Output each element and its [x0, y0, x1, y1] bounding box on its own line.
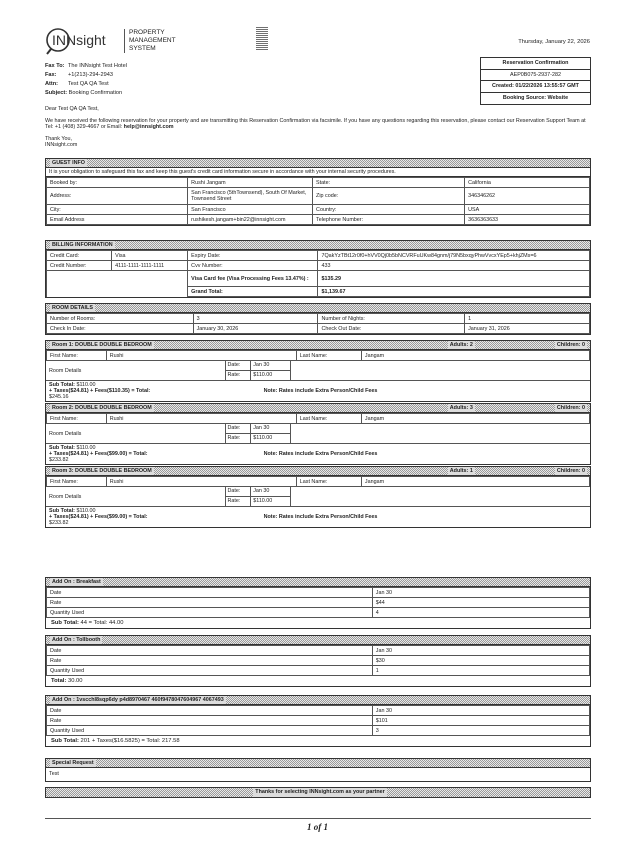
room-title: Room 3: DOUBLE DOUBLE BEDROOM [52, 468, 152, 474]
addon-date: Jan 30 [372, 706, 589, 716]
guest-info-section: GUEST INFO It is your obligation to safeguard this fax and keep this guest's credit card information secure in accordance with your internal security procedures. Booked by: Rushi Jangam State: California Address: San Francisco (5thTownsend), South Of Market, Townsend Street Zip code: 346346262 City: San Francisco Country: USA Email Address rushikesh.jangam+bin22@innsight.com Telephone Number: 3636363633 [45, 158, 591, 226]
addon-section [45, 635, 591, 687]
room-date: Jan 30 [253, 425, 270, 431]
room-first-label: First Name: [47, 351, 107, 361]
room-date: Jan 30 [253, 362, 270, 368]
room-rate-label: Rate: [226, 371, 252, 380]
addon-title: Add On : Breakfast [52, 579, 101, 585]
room-last-label: Last Name: [296, 414, 361, 424]
letter: Dear Test QA QA Test, We have received the following reservation for your property and are transmitting this Reservation Confirmation via facsimile. If you have any questions regarding this reservation, please contact our Reservation Support Team at Tel: +1 (408) 329-4667 or Email: help@innsight.com Thank You, INNsight.com [45, 106, 586, 148]
addon-total-label: Sub Total: [51, 620, 79, 626]
room-adults: Adults: 1 [449, 468, 473, 474]
room-subtotal: $110.00 [76, 508, 96, 514]
guest-info-table: Booked by: Rushi Jangam State: California Address: San Francisco (5thTownsend), South Of Market, Townsend Street Zip code: 346346262 City: San Francisco Country: USA Email Address rushikesh.jangam+bin22@innsight.com Telephone Number: 3636363633 [46, 177, 590, 225]
logo-tagline: SYSTEM [129, 45, 156, 52]
addon-rate: $30 [372, 656, 589, 666]
logo [45, 26, 176, 56]
room-details-label: Room Details [46, 361, 226, 380]
billing-section: BILLING INFORMATION Credit Card: Visa Expiry Date: 7QakYzTBt12r0f0+hVV0Qj0b5bNCVRFuUKw84gnm/j79N5bxqyPhwVvcxYEp5+khjZMs=6 Credit Number: 4111-1111-1111-1111 Cvv Number: 433 Visa Card fee (Visa Processing Fees 13.47%) : $135.29 Grand Total: $1,139.67 [45, 240, 591, 298]
room-title: Room 2: DOUBLE DOUBLE BEDROOM [52, 405, 152, 411]
addon-date: Jan 30 [372, 646, 589, 656]
addon-total: 201 + Taxes($16.5825) = Total: 217.58 [80, 738, 180, 744]
room-rate: $110.00 [253, 372, 273, 378]
addon-qty: 4 [372, 608, 589, 618]
room-total: $233.82 [49, 457, 69, 463]
room-adults: Adults: 3 [449, 405, 473, 411]
room-last: Jangam [361, 477, 589, 487]
barcode [256, 27, 268, 51]
special-request-text: Test [49, 771, 59, 777]
room-rate: $110.00 [253, 435, 273, 441]
support-email-link[interactable]: help@innsight.com [123, 124, 174, 130]
room-last-label: Last Name: [296, 351, 361, 361]
room-rate-label: Rate: [226, 434, 252, 443]
room-first-label: First Name: [47, 414, 107, 424]
room-taxes: + Taxes($24.81) + Fees($99.00) = Total: [49, 514, 148, 520]
room-adults: Adults: 2 [449, 342, 473, 348]
room-note: Note: Rates include Extra Person/Child Fees [263, 388, 378, 394]
svg-text:INNsight: INNsight [52, 32, 106, 48]
room-first: Rushi [106, 414, 296, 424]
room-children: Children: 0 [556, 405, 585, 411]
room-details-label: Room Details [46, 487, 226, 506]
addon-title: Add On : 1vscchl8sqp6dy p4d8970467 460f9478047604967 4067493 [52, 697, 224, 703]
addon-total: 44 = Total: 44.00 [80, 620, 124, 626]
addon-qty-label: Quantity Used [47, 666, 373, 676]
room-subtotal-label: Sub Total: [49, 382, 75, 388]
thanks-banner: Thanks for selecting INNsight.com as your partner [45, 787, 591, 798]
room-subtotal-label: Sub Total: [49, 508, 75, 514]
room-section [45, 403, 591, 465]
room-date-label: Date: [226, 361, 252, 370]
addon-qty: 3 [372, 726, 589, 736]
room-title: Room 1: DOUBLE DOUBLE BEDROOM [52, 342, 152, 348]
room-total: $245.16 [49, 394, 69, 400]
room-details-label: Room Details [46, 424, 226, 443]
confirmation-title: Reservation Confirmation [481, 58, 590, 70]
addon-rate-label: Rate [47, 598, 373, 608]
addon-section [45, 577, 591, 629]
booking-source: Booking Source: Website [502, 94, 569, 101]
created-date: Created: 01/22/2026 13:55:57 GMT [481, 81, 590, 93]
room-section [45, 466, 591, 528]
room-first: Rushi [106, 477, 296, 487]
confirmation-box [480, 57, 591, 105]
addon-qty-label: Quantity Used [47, 726, 373, 736]
room-first: Rushi [106, 351, 296, 361]
addon-total: 30.00 [67, 678, 83, 684]
room-rate: $110.00 [253, 498, 273, 504]
addon-total-label: Total: [51, 678, 67, 684]
room-taxes: + Taxes($24.81) + Fees($110.35) = Total: [49, 388, 151, 394]
room-children: Children: 0 [556, 342, 585, 348]
room-subtotal: $110.00 [76, 445, 96, 451]
addon-total-label: Sub Total: [51, 738, 79, 744]
page-number: 1 of 1 [307, 822, 328, 832]
addon-date-label: Date [47, 706, 373, 716]
addon-date: Jan 30 [372, 588, 589, 598]
footer-divider [45, 818, 591, 819]
room-note: Note: Rates include Extra Person/Child Fees [263, 514, 378, 520]
billing-table: Credit Card: Visa Expiry Date: 7QakYzTBt12r0f0+hVV0Qj0b5bNCVRFuUKw84gnm/j79N5bxqyPhwVvcxYEp5+khjZMs=6 Credit Number: 4111-1111-1111-1111 Cvv Number: 433 Visa Card fee (Visa Processing Fees 13.47%) : $135.29 Grand Total: $1,139.67 [46, 250, 590, 297]
room-first-label: First Name: [47, 477, 107, 487]
room-date: Jan 30 [253, 488, 270, 494]
addon-date-label: Date [47, 646, 373, 656]
room-subtotal-label: Sub Total: [49, 445, 75, 451]
addon-section [45, 695, 591, 747]
innsight-logo-icon [45, 26, 120, 56]
room-last: Jangam [361, 414, 589, 424]
room-last: Jangam [361, 351, 589, 361]
addon-rate: $44 [372, 598, 589, 608]
addon-date-label: Date [47, 588, 373, 598]
addon-rate: $101 [372, 716, 589, 726]
addon-title: Add On : Tollbooth [52, 637, 101, 643]
confirmation-number: AEP0B075-2937-282 [481, 70, 590, 82]
room-taxes: + Taxes($24.81) + Fees($99.00) = Total: [49, 451, 148, 457]
addon-rate-label: Rate [47, 716, 373, 726]
room-subtotal: $110.00 [76, 382, 96, 388]
special-request-section: Special Request Test [45, 758, 591, 782]
room-section [45, 340, 591, 402]
addon-rate-label: Rate [47, 656, 373, 666]
room-date-label: Date: [226, 487, 252, 496]
date: Thursday, January 22, 2026 [518, 39, 590, 45]
room-total: $233.82 [49, 520, 69, 526]
room-children: Children: 0 [556, 468, 585, 474]
room-rate-label: Rate: [226, 497, 252, 506]
room-date-label: Date: [226, 424, 252, 433]
room-details-section: ROOM DETAILS Number of Rooms: 3 Number of Nights: 1 Check In Date: January 30, 2026 Check Out Date: January 31, 2026 [45, 303, 591, 335]
logo-tagline: PROPERTY [129, 29, 165, 36]
room-last-label: Last Name: [296, 477, 361, 487]
room-note: Note: Rates include Extra Person/Child Fees [263, 451, 378, 457]
fax-details: Fax To: The INNsight Test Hotel Fax: +1(213)-294-2943 Attn: Test QA QA Test Subject: Booking Confirmation [45, 63, 127, 96]
addon-qty-label: Quantity Used [47, 608, 373, 618]
logo-tagline: MANAGEMENT [129, 37, 176, 44]
addon-qty: 1 [372, 666, 589, 676]
